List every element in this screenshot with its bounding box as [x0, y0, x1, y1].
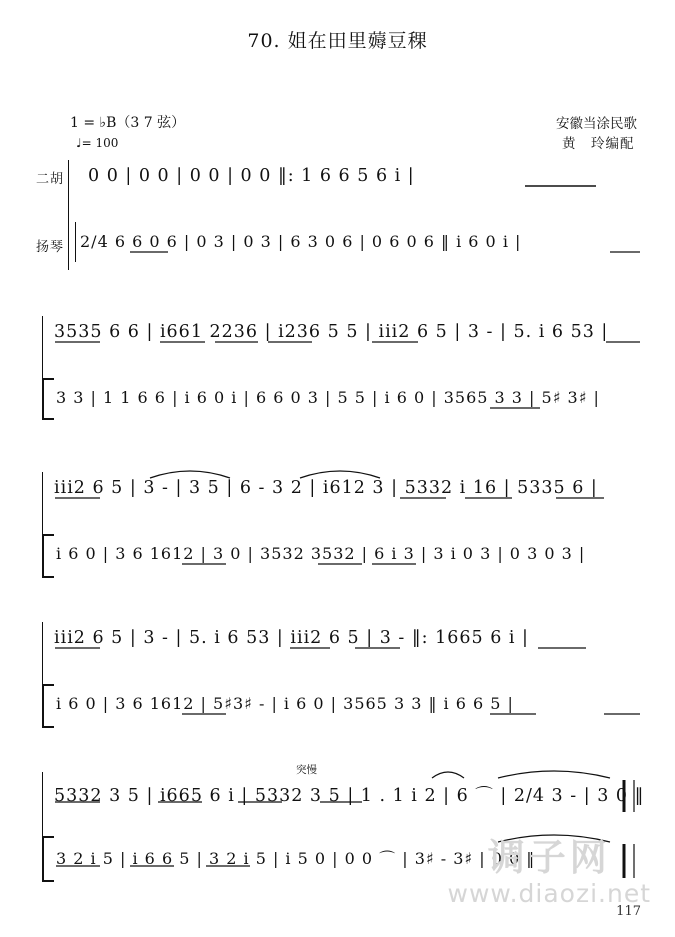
system-2-erhu-notes: 3535 6 6 | i661 2236 | i236 5 5 | iii2 6 5 | 3 - | 5. i 6 53 | [54, 322, 609, 342]
instrument-label-erhu: 二胡 [36, 172, 65, 187]
tempo-marking: ♩= 100 [76, 136, 119, 150]
system-5-erhu-notes: 5332 3 5 | i665 6 i | 5332 3 5 | 1 . 1 i 2 | 6 ⌒ | 2/4 3 - | 3 0 ‖ [54, 786, 645, 806]
instrument-label-yangqin: 扬琴 [36, 240, 65, 255]
credit-line-2: 黄 玲编配 [562, 136, 635, 152]
system-2-yangqin-notes: 3 3 | 1 1 6 6 | i 6 0 i | 6 6 0 3 | 5 5 | i 6 0 | 3565 3 3 | 5♯ 3♯ | [56, 388, 600, 407]
credit-line-1: 安徽当涂民歌 [556, 116, 637, 132]
system-1-erhu-notes: 0 0 | 0 0 | 0 0 | 0 0 ‖: 1 6 6 5 6 i | [88, 166, 415, 186]
system-3-erhu-notes: iii2 6 5 | 3 - | 3 5 | 6 - 3 2 | i612 3 | 5332 i 16 | 5335 6 | [54, 478, 598, 498]
system-5-yangqin-notes: 3 2 i 5 | i 6 6 5 | 3 2 i 5 | i 5 0 | 0 0 ⌒ | 3♯ - 3♯ | 0 0 ‖ [56, 849, 536, 868]
watermark-chinese: 调子网 [487, 836, 611, 879]
page-number: 117 [616, 904, 641, 919]
system-1-yangqin-notes: 2/4 6 6 0 6 | 0 3 | 0 3 | 6 3 0 6 | 0 6 0 6 ‖ i 6 0 i | [80, 232, 522, 251]
rit-marking: 突慢 [296, 764, 317, 776]
system-3-yangqin-notes: i 6 0 | 3 6 1612 | 3 0 | 3532 3532 | 6 i 3 | 3 i 0 3 | 0 3 0 3 | [56, 544, 586, 563]
system-4-erhu-notes: iii2 6 5 | 3 - | 5. i 6 53 | iii2 6 5 | 3 - ‖: 1665 6 i | [54, 628, 529, 648]
system-4-yangqin-notes: i 6 0 | 3 6 1612 | 5♯3♯ - | i 6 0 | 3565 3 3 ‖ i 6 6 5 | [56, 694, 514, 713]
page-title: 70. 姐在田里薅豆稞 [247, 30, 428, 52]
watermark [448, 837, 651, 909]
key-signature: 1 = ♭B（3 7 弦） [70, 115, 186, 131]
watermark-url: www.diaozi.net [447, 879, 651, 908]
